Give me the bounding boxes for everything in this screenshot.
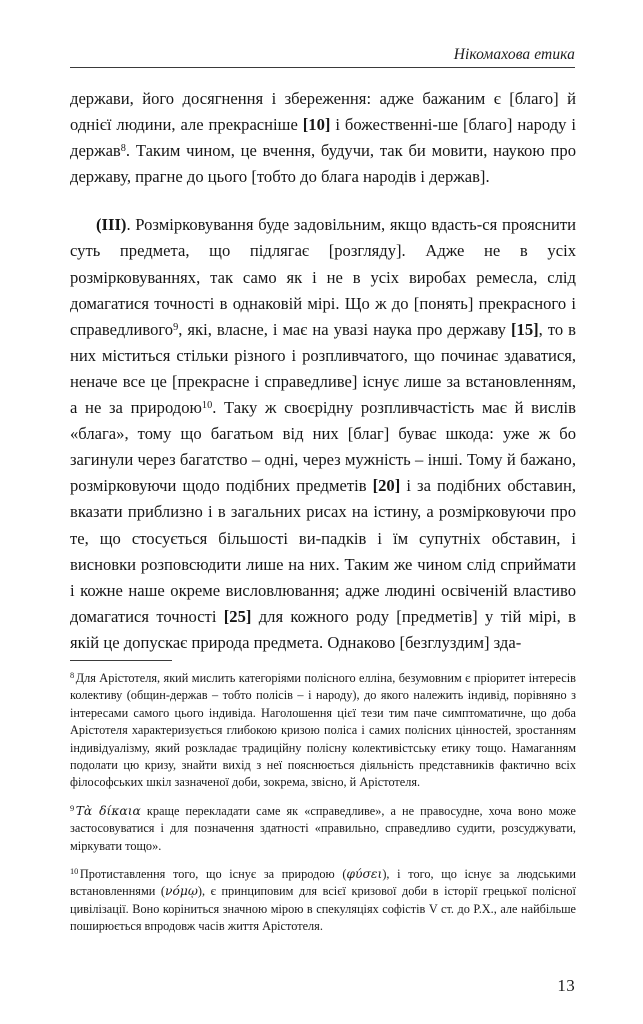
text-run: держави, його досягнення і збереження: адже бажаним є [благо] й однієї людини, але прекрасніше xyxy=(70,89,576,135)
text-run: . Таким чином, це вчення, будучи, так би мовити, наукою про державу, прагне до цього [тобто до блага народів і держав]. xyxy=(70,141,576,187)
footnote-reference[interactable]: 8 xyxy=(120,143,126,155)
bekker-number: [25] xyxy=(223,606,252,626)
greek-term: φύσει xyxy=(346,867,383,882)
footnote-area xyxy=(70,660,576,936)
footnote-list xyxy=(70,670,576,936)
bekker-number: [20] xyxy=(372,476,401,496)
section-number: (III) xyxy=(96,215,127,235)
text-run: краще перекладати саме як «справедливе», а не правосудне, хоча воно може застосовуватися і для позначення здатності «правильно, справедливо судити, розсуджувати, міркувати тощо». xyxy=(70,803,576,853)
running-head: Нікомахова етика xyxy=(453,46,575,63)
footnote-8 xyxy=(70,670,576,792)
footnote-marker: 8 xyxy=(70,670,75,680)
text-run: і божественні-ше [благо] народу і держав xyxy=(70,115,576,161)
bekker-number: [10] xyxy=(302,115,331,135)
text-run: Для Арістотеля, який мислить категоріями полісного елліна, безумовним є пріоритет інтересів колективу (общин-держав – тобто полісів – і народу), до якого належить індивід, порівняно з інтересами самого цього індивіда. Наголошення цієї тези тим паче симптоматичне, що доба Арістотеля характеризується глибокою кризою поліса і самих полісних цінностей, зростанням індивідуалізму, який розкладає традиційну полісну колективістську етику тощо. Намаганням подолати цю кризу, знайти вихід з неї пояснюється діяльність представників фактично всіх філософських шкіл зазначеної доби, зокрема, звісно, й Арістотеля. xyxy=(70,671,576,790)
text-run: Протиставлення того, що існує за природою ( xyxy=(79,867,347,882)
greek-term: Τὰ δίκαια xyxy=(75,803,141,818)
text-run: . Розмірковування буде задовільним, якщо вдасть-ся прояснити суть предмета, що підлягає [розгляду]. Адже не в усіх розмірковуваннях, так само як і не в усіх виробах ремесла, слід домагатися точності в однаковій мірі. Що ж до [понять] прекрасного і справедливого xyxy=(70,215,576,339)
text-run: і за подібних обставин, вказати приблизно і в загальних рисах на істину, а розмірковуючи про те, що стосується більшості ви-падків і їм супутніх обставин, і висновки розповсюдити лише на них. Таким же чином слід сприймати і кожне наше окреме висловлювання; адже людині освіченій властиво домагатися точності xyxy=(70,476,577,626)
greek-term: νόμῳ xyxy=(164,884,198,899)
footnote-separator-rule xyxy=(70,660,172,661)
text-run: ), є принциповим для всієї кризової доби в історії грецької полісної цивілізації. Воно коріниться значною мірою в спекуляціях софістів V ст. до Р.Х., але найбільше поширюється впродовж часів життя Арістотеля. xyxy=(70,884,576,934)
footnote-reference[interactable]: 10 xyxy=(201,400,213,412)
para-state-good xyxy=(70,86,576,190)
footnote-10 xyxy=(70,866,576,936)
text-run: ), і того, що існує за людськими встановленнями ( xyxy=(70,867,577,899)
header-rule xyxy=(70,67,575,68)
footnote-marker: 9 xyxy=(70,803,75,813)
page-number: 13 xyxy=(557,976,575,995)
text-run: , які, власне, і має на увазі наука про державу xyxy=(178,319,511,339)
text-run: , то в них міститься стільки різного і розпливчатого, що починає здаватися, неначе все це [прекрасне і справедливе] існує лише за встановленням, а не за природою xyxy=(70,319,576,418)
para-chapter-III xyxy=(70,212,576,656)
body-text xyxy=(70,86,576,656)
footnote-marker: 10 xyxy=(70,866,79,876)
footnote-9 xyxy=(70,803,576,855)
bekker-number: [15] xyxy=(511,319,539,339)
footnote-reference[interactable]: 9 xyxy=(173,321,179,333)
text-run: . Таку ж своєрідну розпливчастість має й вислів «блага», тому що багатьом від них [благ] буває шкода: уже ж бо загинули через багатство – одні, через мужність – інші. Тому й бажано, розмірковуючи щодо подібних предметів xyxy=(70,398,576,496)
page-header xyxy=(70,46,575,76)
text-run: для кожного роду [предметів] у тій мірі, в якій це допускає природа предмета. Однаково [безглуздим] зда- xyxy=(70,606,576,652)
